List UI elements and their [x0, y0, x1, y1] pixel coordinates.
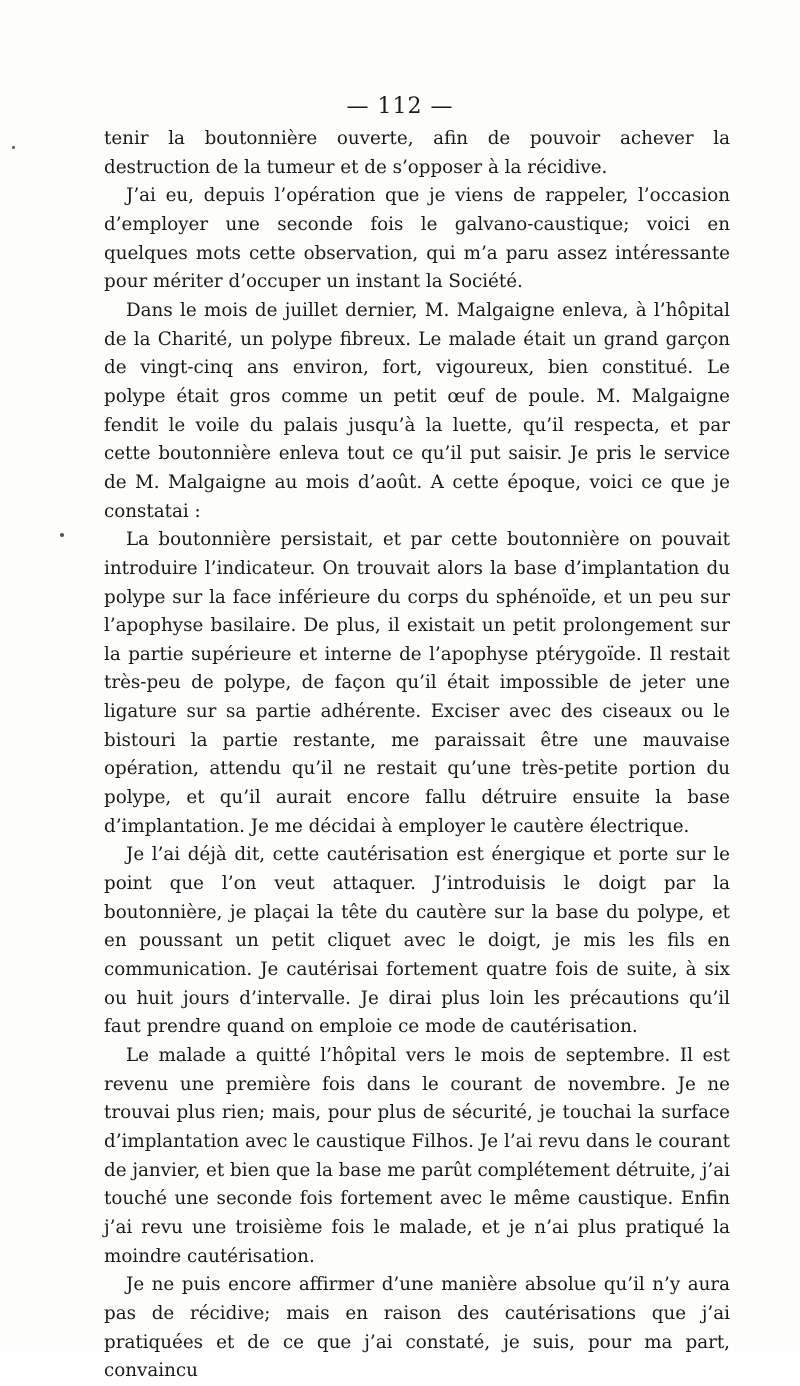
margin-speck [60, 533, 64, 537]
paragraph: J’ai eu, depuis l’opération que je viens de rappeler, l’occasion d’employer une seconde fois le galvano-caustique; voici en quelques mots cette observation, qui m’a paru assez intéressante pour mériter d’occuper un instant la Société. [104, 185, 730, 293]
paragraph: Dans le mois de juillet dernier, M. Malgaigne enleva, à l’hôpital de la Charité, un polype fibreux. Le malade était un grand garçon de vingt-cinq ans environ, fort, vigoureux, bien constitué. Le polype était gros comme un petit œuf de poule. M. Malgaigne fendit le voile du palais jusqu’à la luette, qu’il respecta, et par cette boutonnière enleva tout ce qu’il put saisir. Je pris le service de M. Malgaigne au mois d’août. A cette époque, voici ce que je constatai : [104, 299, 730, 522]
paragraph: Le malade a quitté l’hôpital vers le mois de septembre. Il est revenu une première fois dans le courant de novembre. Je ne trouvai plus rien; mais, pour plus de sécurité, je touchai la surface d’implantation avec le caustique Filhos. Je l’ai revu dans le courant de janvier, et bien que la base me parût complétement détruite, j’ai touché une seconde fois fortement avec le même caustique. Enfin j’ai revu une troisième fois le malade, et je n’ai plus pratiqué la moindre cautérisation. [104, 1045, 730, 1267]
paragraph: Je l’ai déjà dit, cette cautérisation est énergique et porte sur le point que l’on veut attaquer. J’introduisis le doigt par la boutonnière, je plaçai la tête du cautère sur la base du polype, et en poussant un petit cliquet avec le doigt, je mis les fils en communication. Je cautérisai fortement quatre fois de suite, à six ou huit jours d’intervalle. Je dirai plus loin les précautions qu’il faut prendre quand on emploie ce mode de cautérisation. [104, 844, 730, 1038]
body-text [104, 125, 730, 1386]
page-number: — 112 — [346, 94, 454, 119]
paragraph: tenir la boutonnière ouverte, afin de pouvoir achever la destruction de la tumeur et de s’opposer à la récidive. [104, 128, 730, 178]
margin-speck [12, 146, 15, 149]
paragraph: La boutonnière persistait, et par cette boutonnière on pouvait introduire l’indicateur. On trouvait alors la base d’implantation du polype sur la face inférieure du corps du sphénoïde, et un peu sur l’apophyse basilaire. De plus, il existait un petit prolongement sur la partie supérieure et interne de l’apophyse ptérygoïde. Il restait très-peu de polype, de façon qu’il était impossible de jeter une ligature sur sa partie adhérente. Exciser avec des ciseaux ou le bistouri la partie restante, me paraissait être une mauvaise opération, attendu qu’il ne restait qu’une très-petite portion du polype, et qu’il aurait encore fallu détruire ensuite la base d’implantation. Je me décidai à employer le cautère électrique. [104, 529, 730, 837]
paragraph: Je ne puis encore affirmer d’une manière absolue qu’il n’y aura pas de récidive; mais en raison des cautérisations que j’ai pratiquées et de ce que j’ai constaté, je suis, pour ma part, convaincu [104, 1274, 730, 1382]
